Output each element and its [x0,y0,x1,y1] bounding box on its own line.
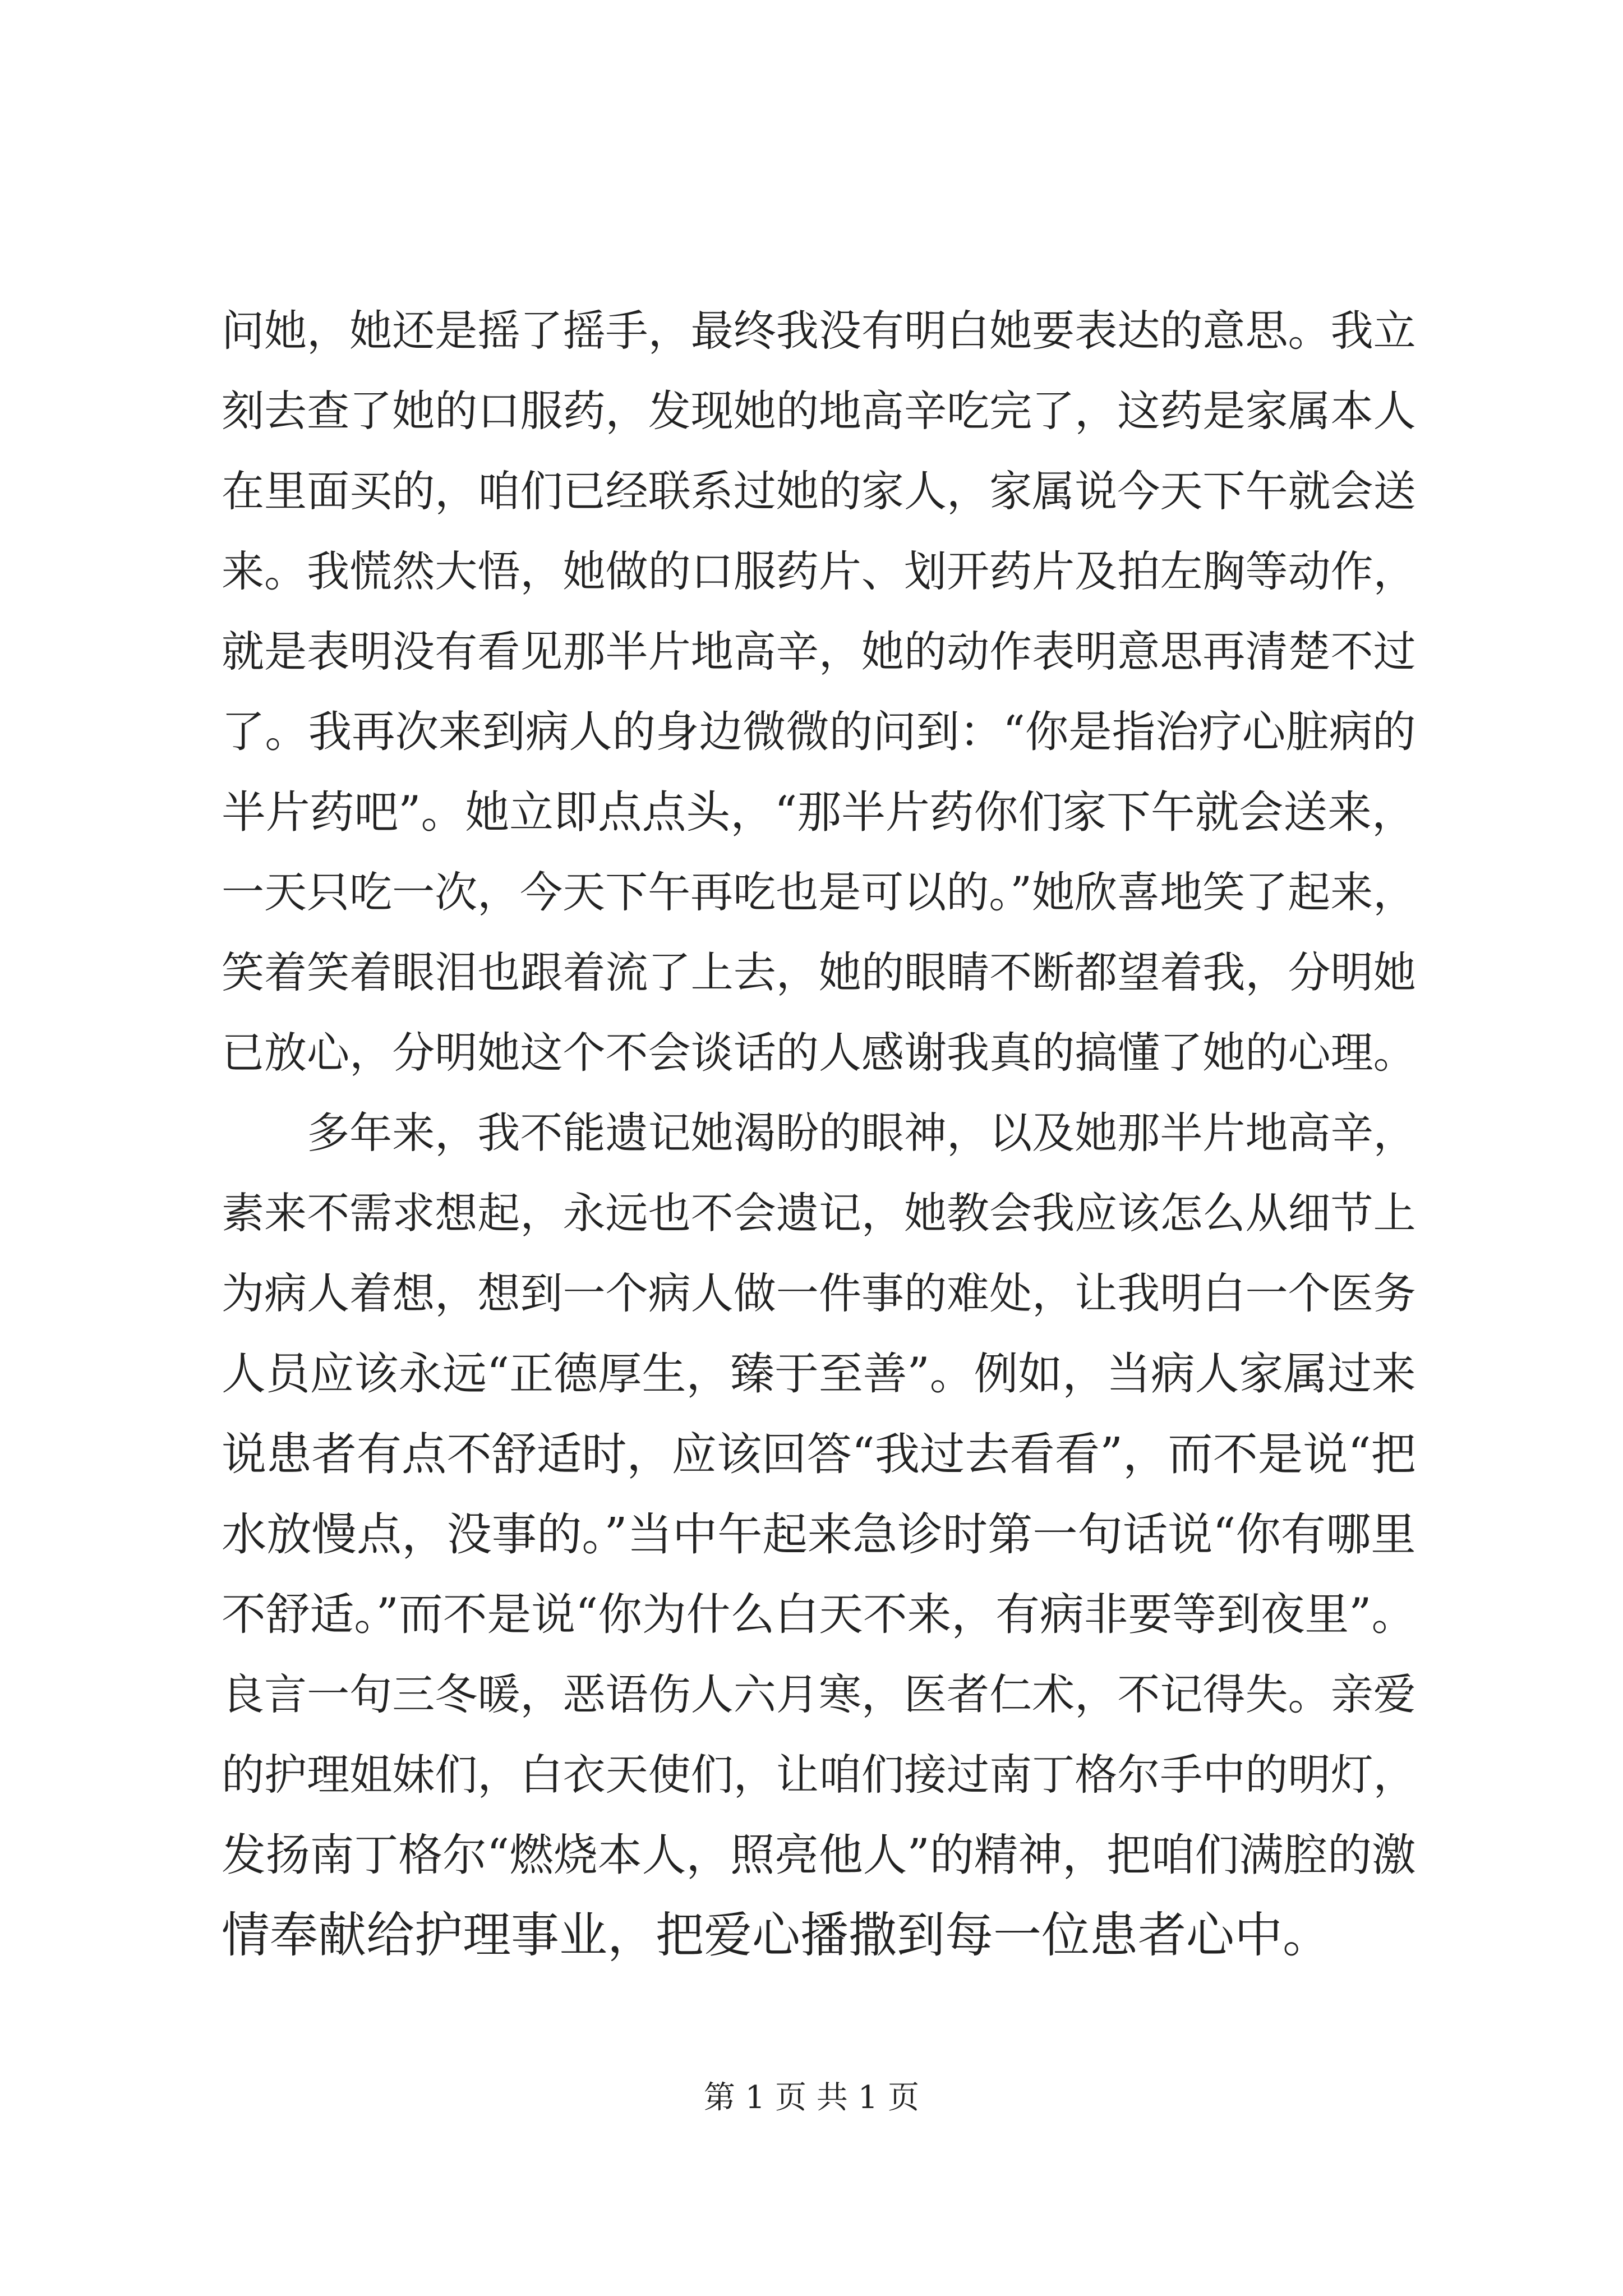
text-line: 已放心，分明她这个不会谈话的人感谢我真的搞懂了她的心理。 [222,1028,1416,1078]
text-line: 不舒适。”而不是说“你为什么白天不来，有病非要等到夜里”。 [222,1589,1416,1640]
text-line: 笑着笑着眼泪也跟着流了上去，她的眼睛不断都望着我，分明她 [222,947,1416,997]
text-line: 问她，她还是摇了摇手，最终我没有明白她要表达的意思。我立 [222,306,1416,356]
text-line: 的护理姐妹们，白衣天使们，让咱们接过南丁格尔手中的明灯， [222,1750,1416,1800]
text-line: 就是表明没有看见那半片地高辛，她的动作表明意思再清楚不过 [222,627,1416,677]
text-line: 情奉献给护理事业，把爱心播撒到每一位患者心中。 [222,1907,1331,1963]
text-line: 来。我慌然大悟，她做的口服药片、划开药片及拍左胸等动作， [222,546,1416,596]
text-line: 良言一句三冬暖，恶语伤人六月寒，医者仁术，不记得失。亲爱 [222,1669,1416,1719]
text-line: 在里面买的，咱们已经联系过她的家人，家属说今天下午就会送 [222,466,1416,516]
text-line: 一天只吃一次，今天下午再吃也是可以的。”她欣喜地笑了起来， [222,867,1416,917]
text-line: 刻去查了她的口服药，发现她的地高辛吃完了，这药是家属本人 [222,386,1416,436]
text-line: 为病人着想，想到一个病人做一件事的难处，让我明白一个医务 [222,1268,1416,1318]
text-line: 素来不需求想起，永远也不会遗记，她教会我应该怎么从细节上 [222,1188,1416,1238]
text-line: 水放慢点，没事的。”当中午起来急诊时第一句话说“你有哪里 [222,1508,1416,1561]
text-line: 说患者有点不舒适时，应该回答“我过去看看”，而不是说“把 [222,1428,1416,1480]
text-line: 人员应该永远“正德厚生，臻于至善”。例如，当病人家属过来 [222,1348,1416,1400]
page-number-footer: 第 1 页 共 1 页 [703,2079,920,2116]
text-line: 发扬南丁格尔“燃烧本人，照亮他人”的精神，把咱们满腔的激 [222,1829,1416,1881]
text-line: 多年来，我不能遗记她渴盼的眼神，以及她那半片地高辛， [222,1108,1416,1158]
text-line: 半片药吧”。她立即点点头，“那半片药你们家下午就会送来， [222,786,1416,838]
text-line: 了。我再次来到病人的身边微微的问到：“你是指治疗心脏病的 [222,707,1416,757]
